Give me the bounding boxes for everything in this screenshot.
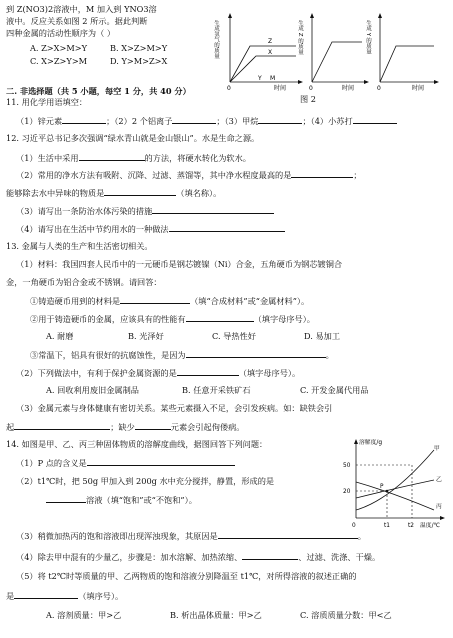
answer-blank[interactable] — [135, 421, 171, 430]
q13-c2 — [30, 313, 315, 325]
g3-ylabel: 生成 Y 的质量 — [365, 20, 371, 55]
q13-c2-opt-b: B. 光泽好 — [128, 331, 164, 341]
g2-xlabel: 时间 — [342, 85, 355, 92]
q12-s2-tail: ； — [353, 170, 362, 180]
prev-question-line1: 到 Z(NO3)2溶液中，M 加入到 YNO3溶 — [6, 4, 157, 14]
q13-stem: 13. 金属与人类的生产和生活密切相关。 — [6, 241, 153, 251]
sol-label-bing: 丙 — [436, 504, 442, 510]
figure-caption: 图 2 — [300, 94, 316, 104]
sol-label-jia: 甲 — [434, 446, 440, 452]
answer-blank[interactable] — [62, 115, 106, 124]
q12-s2d-text: （填名称）。 — [176, 188, 222, 198]
sol-xlabel: 温度/℃ — [420, 523, 441, 529]
answer-blank[interactable] — [169, 223, 285, 232]
q13-s2-opt-c: C. 开发金属代用品 — [300, 385, 369, 395]
q14-s4 — [16, 551, 380, 563]
q14-s1-text: （1）P 点的含义是 — [16, 458, 87, 468]
answer-blank[interactable] — [46, 494, 86, 503]
q14-s2a: （2）t1℃时，把 50g 甲加入到 200g 水中充分搅拌，静置，形成的是 — [16, 476, 275, 486]
q11-p2: ；（2）2 个铝离子 — [106, 116, 173, 126]
g1-series-y: Y — [258, 75, 262, 82]
q12-stem: 12. 习近平总书记多次强调“绿水青山就是金山银山”。水是生命之源。 — [6, 133, 260, 143]
q14-s2b — [46, 494, 197, 506]
q14-s1 — [16, 457, 235, 469]
q13-s3b-text: 起 — [6, 422, 15, 432]
g2-ylabel: 生成 Z 的质量 — [297, 20, 303, 55]
q14-opt-b: B. 析出晶体质量：甲>乙 — [170, 610, 262, 620]
g1-xlabel: 时间 — [274, 85, 287, 92]
q14-s5b — [6, 590, 123, 602]
q11-stem: 11. 用化学用语填空： — [6, 97, 88, 107]
q12-s2-cont — [6, 187, 221, 199]
option-d: D. Y>M>Z>X — [110, 56, 168, 66]
graph-hydrogen — [213, 13, 303, 92]
sol-origin: 0 — [352, 523, 356, 529]
q13-s2-text: （2）下列做法中，有利于保护金属资源的是 — [16, 368, 177, 378]
option-c: C. X>Z>Y>M — [30, 56, 88, 66]
q13-c2-tail: （填字母序号）。 — [253, 314, 315, 324]
q12-s2c-text: 能够除去水中异味的物质是 — [6, 188, 105, 198]
q14-opt-a: A. 溶剂质量：甲>乙 — [46, 610, 122, 620]
q14-s4-text: （4）除去甲中混有的少量乙，步骤是：加水溶解、加热浓缩、 — [16, 552, 243, 562]
q13-c1-text: ①铸造硬币用到的材料是 — [30, 296, 121, 306]
sol-point-p: P — [380, 484, 384, 490]
sol-ylabel: 溶解度/g — [359, 440, 383, 446]
q14-s3-text: （3）稍微加热丙的饱和溶液即出现浑浊现象，其原因是 — [16, 531, 218, 541]
g1-origin: 0 — [227, 85, 231, 92]
q14-s4-tail: 、过滤、洗涤、干燥。 — [298, 552, 381, 562]
q14-s2b-text: 溶液（填“饱和”或“不饱和”）。 — [86, 495, 197, 505]
g1-ylabel: 生成氢气的质量 — [213, 20, 219, 59]
sol-t1: t1 — [384, 523, 390, 529]
answer-blank[interactable] — [258, 115, 302, 124]
prev-question-line3: 四种金属的活动性顺序为（ ） — [6, 28, 116, 38]
q14-s5a: （5）将 t2℃时等质量的甲、乙两物质的饱和溶液分别降温至 t1℃，对所得溶液的叙述正确的 — [16, 571, 357, 581]
answer-blank[interactable] — [120, 295, 190, 304]
q13-s3c-text: ；缺少 — [110, 422, 135, 432]
q14-stem: 14. 如图是甲、乙、丙三种固体物质的溶解度曲线，据图回答下列问题： — [6, 439, 268, 449]
q13-s1b: 金，一角硬币为铝合金或不锈钢。请回答： — [6, 277, 162, 287]
curve-jia — [356, 450, 434, 510]
answer-blank[interactable] — [218, 530, 358, 539]
graph-z-mass — [297, 13, 369, 92]
answer-blank[interactable] — [242, 551, 298, 560]
solubility-curve-graph — [336, 430, 450, 530]
q14-s3 — [16, 530, 366, 542]
g3-origin: 0 — [377, 85, 381, 92]
q14-s5c-text: （填序号）。 — [78, 591, 124, 601]
q13-s1a: （1）材料：我国四套人民币中的一元硬币是钢芯镀镍（Ni）合金，五角硬币为钢芯镀铜合 — [16, 259, 343, 269]
q13-s2-opt-a: A. 回收利用废旧金属制品 — [46, 385, 139, 395]
sol-tick-20: 20 — [343, 489, 351, 495]
answer-blank[interactable] — [353, 115, 397, 124]
q12-s2 — [16, 169, 362, 181]
q12-s1-tail: 的方法，将硬水转化为软水。 — [144, 153, 251, 163]
q13-c3 — [30, 349, 334, 361]
section-header: 二. 非选择题（共 5 小题，每空 1 分，共 40 分） — [6, 86, 191, 96]
answer-blank[interactable] — [14, 421, 110, 430]
q12-s3 — [16, 205, 274, 217]
sol-t2: t2 — [408, 523, 414, 529]
g2-origin: 0 — [309, 85, 313, 92]
g1-series-m: M — [270, 75, 276, 82]
answer-blank[interactable] — [291, 169, 353, 178]
g3-xlabel: 时间 — [412, 85, 425, 92]
q12-s1-text: （1）生活中采用 — [16, 153, 79, 163]
q14-s3-tail: 。 — [357, 531, 366, 541]
q14-s5b-text: 是 — [6, 591, 15, 601]
g1-series-z: Z — [268, 38, 273, 45]
q13-c1-tail: （填“合成材料”或“金属材料”）。 — [190, 296, 310, 306]
q13-s2-opt-b: B. 任意开采铁矿石 — [182, 385, 251, 395]
q11-p3: ；（3）甲烷 — [216, 116, 259, 126]
q13-s3a: （3）金属元素与身体健康有密切关系。某些元素摄入不足，会引发疾病。如：缺铁会引 — [16, 403, 333, 413]
q13-c1 — [30, 295, 309, 307]
q13-c2-opt-d: D. 易加工 — [304, 331, 341, 341]
q13-c3-tail: 。 — [325, 350, 334, 360]
answer-blank[interactable] — [14, 590, 78, 599]
q11-p4: ；（4）小苏打 — [302, 116, 353, 126]
q13-s2-tail: （填字母序号）。 — [238, 368, 301, 378]
answer-blank[interactable] — [79, 152, 145, 161]
q13-c3-text: ③常温下，铝具有很好的抗腐蚀性，是因为 — [30, 350, 186, 360]
g1-series-x: X — [268, 49, 273, 56]
sol-label-yi: 乙 — [436, 477, 442, 483]
answer-blank[interactable] — [172, 115, 216, 124]
graph-y-mass — [365, 13, 439, 92]
q13-s2 — [16, 367, 300, 379]
answer-blank[interactable] — [186, 313, 254, 322]
answer-blank[interactable] — [152, 205, 274, 214]
option-b: B. X>Z>M>Y — [110, 43, 168, 53]
answer-blank[interactable] — [186, 349, 326, 358]
q13-c2-text: ②用于铸造硬币的金属，应该具有的性能有 — [30, 314, 186, 324]
q12-s1 — [16, 152, 251, 164]
sol-tick-50: 50 — [343, 463, 351, 469]
q13-c2-opt-c: C. 导热性好 — [212, 331, 256, 341]
q12-s4 — [16, 223, 285, 235]
q13-c2-opt-a: A. 耐磨 — [46, 331, 74, 341]
answer-blank[interactable] — [104, 187, 176, 196]
q11-answers — [16, 115, 397, 127]
q13-s3d-text: 元素会引起佝偻病。 — [170, 422, 245, 432]
q14-opt-c: C. 溶质质量分数：甲<乙 — [300, 610, 392, 620]
answer-blank[interactable] — [177, 367, 239, 376]
answer-blank[interactable] — [87, 457, 235, 466]
q13-s3b — [6, 421, 244, 433]
figure-2-graphs — [200, 2, 450, 94]
option-a: A. Z>X>M>Y — [30, 43, 88, 53]
q12-s4-text: （4）请写出在生活中节约用水的一种做法 — [16, 224, 169, 234]
q11-p1: （1）锌元素 — [16, 116, 63, 126]
prev-question-line2: 液中。反应关系如图 2 所示。据此判断 — [6, 16, 148, 26]
q12-s3-text: （3）请写出一条防治水体污染的措施 — [16, 206, 153, 216]
q12-s2-text: （2）常用的净水方法有吸附、沉降、过滤、蒸馏等，其中净水程度最高的是 — [16, 170, 292, 180]
curve-yi — [356, 480, 434, 498]
